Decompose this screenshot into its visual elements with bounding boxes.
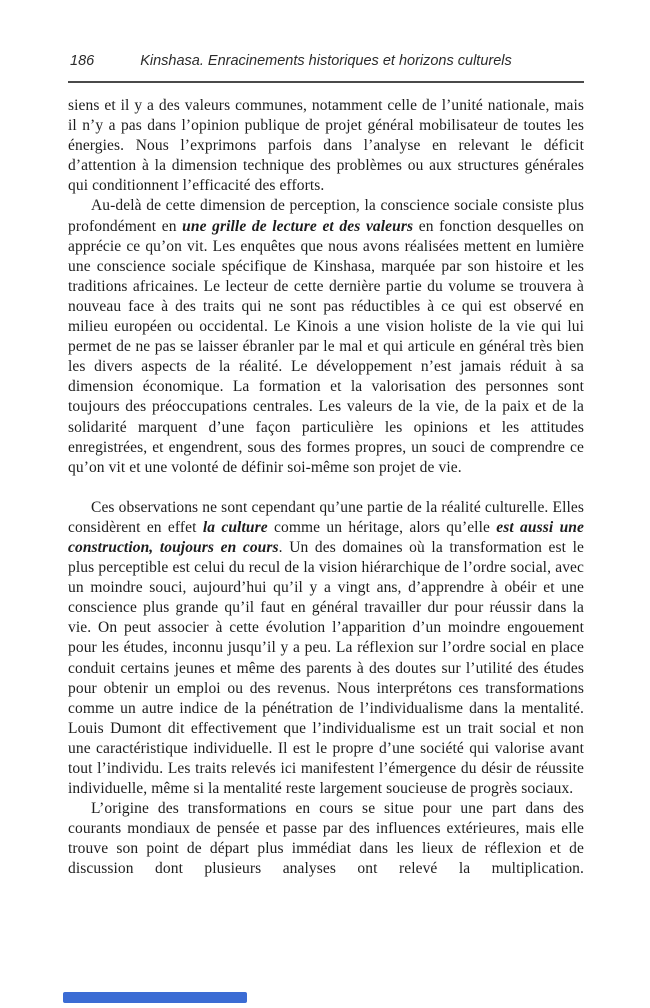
paragraph-3: [68, 498, 584, 799]
paragraph-1-text: siens et il y a des valeurs communes, notamment celle de l’unité nationale, mais il n’y a pas dans l’opinion publique de projet général mobilisateur de toutes les énergies. Nous l’exprimons parfois dans l’analyse en relevant le déficit d’attention à la dimension technique des problèmes ou aux structures générales qui conditionnent l’efficacité des efforts.: [68, 97, 584, 195]
emphasis-une-grille-de-lecture: une grille de lecture et des valeurs: [182, 217, 414, 235]
page-header: [68, 0, 584, 83]
paragraph-3-text-continued: comme un héritage, alors qu’elle: [267, 518, 497, 536]
paragraph-3-text: Ces observations ne sont cependant qu’une partie de la réalité culturelle. Elles considèrent en effet: [68, 498, 584, 536]
paragraph-3-text-end: . Un des domaines où la transformation est le plus perceptible est celui du recul de la vision hiérarchique de l’ordre social, avec un moindre souci, aujourd’hui qu’il y a vingt ans, d’apprendre à obéir et une conscience plus grande qu’il faut en général travailler dur pour réussir dans la vie. On peut associer à cette évolution l’apparition d’un moindre engouement pour les études, inconnu jusqu’il y a peu. La réflexion sur l’ordre social en place conduit certains jeunes et même des parents à des doutes sur l’utilité des études pour obtenir un emploi ou des revenus. Nous interprétons ces transformations comme un autre indice de la pénétration de l’individualisme dans la mentalité. Louis Dumont dit effectivement que l’individualisme est un trait social et non une caractéristique individuelle. Il est le propre d’une société qui valorise avant tout l’individu. Les traits relevés ici manifestent l’émergence du désir de réussite individuelle, même si la mentalité reste largement soucieuse de progrès sociaux.: [68, 538, 584, 798]
paragraph-2: [68, 196, 584, 477]
blue-highlight-bar: [63, 992, 247, 1003]
paragraph-4: [68, 799, 584, 879]
paragraph-2-text: Au-delà de cette dimension de perception, la conscience sociale consiste plus profondément en: [68, 197, 584, 235]
paragraph-4-text: L’origine des transformations en cours se situe pour une part dans des courants mondiaux de pensée et passe par des influences extérieures, mais elle trouve son point de départ plus immédiat dans les lieux de réflexion et de discussion dont plusieurs analyses ont relevé la multiplication.: [68, 800, 584, 878]
text-column: [68, 0, 584, 880]
running-title: Kinshasa. Enracinements historiques et horizons culturels: [140, 53, 512, 69]
body-text: [68, 96, 584, 880]
paragraph-2-text-continued: en fonction desquelles on apprécie ce qu’on vit. Les enquêtes que nous avons réalisées mettent en lumière une conscience sociale spécifique de Kinshasa, marquée par son histoire et les traditions africaines. Le lecteur de cette dernière partie du volume se trouvera à nouveau face à des traits qui ne sont pas réductibles à ce qui est observé en milieu européen ou occidental. Le Kinois a une vision holiste de la vie qui lui permet de ne pas se laisser ébranler par le mal et qui articule en général très bien les divers aspects de la réalité. Le développement n’est jamais réduit à sa dimension économique. La formation et la valorisation des personnes sont toujours des préoccupations centrales. Les valeurs de la vie, de la paix et de la solidarité marquent d’une façon particulière les opinions et les attitudes enregistrées, et engendrent, sous des formes propres, un souci de comprendre ce qu’on vit et une volonté de définir soi-même son projet de vie.: [68, 217, 584, 476]
emphasis-la-culture: la culture: [202, 518, 268, 536]
emphasis-est-aussi-une-construction: est aussi une construction, toujours en cours: [68, 518, 584, 556]
page-number: 186: [70, 53, 95, 69]
paragraph-1: [68, 96, 584, 196]
